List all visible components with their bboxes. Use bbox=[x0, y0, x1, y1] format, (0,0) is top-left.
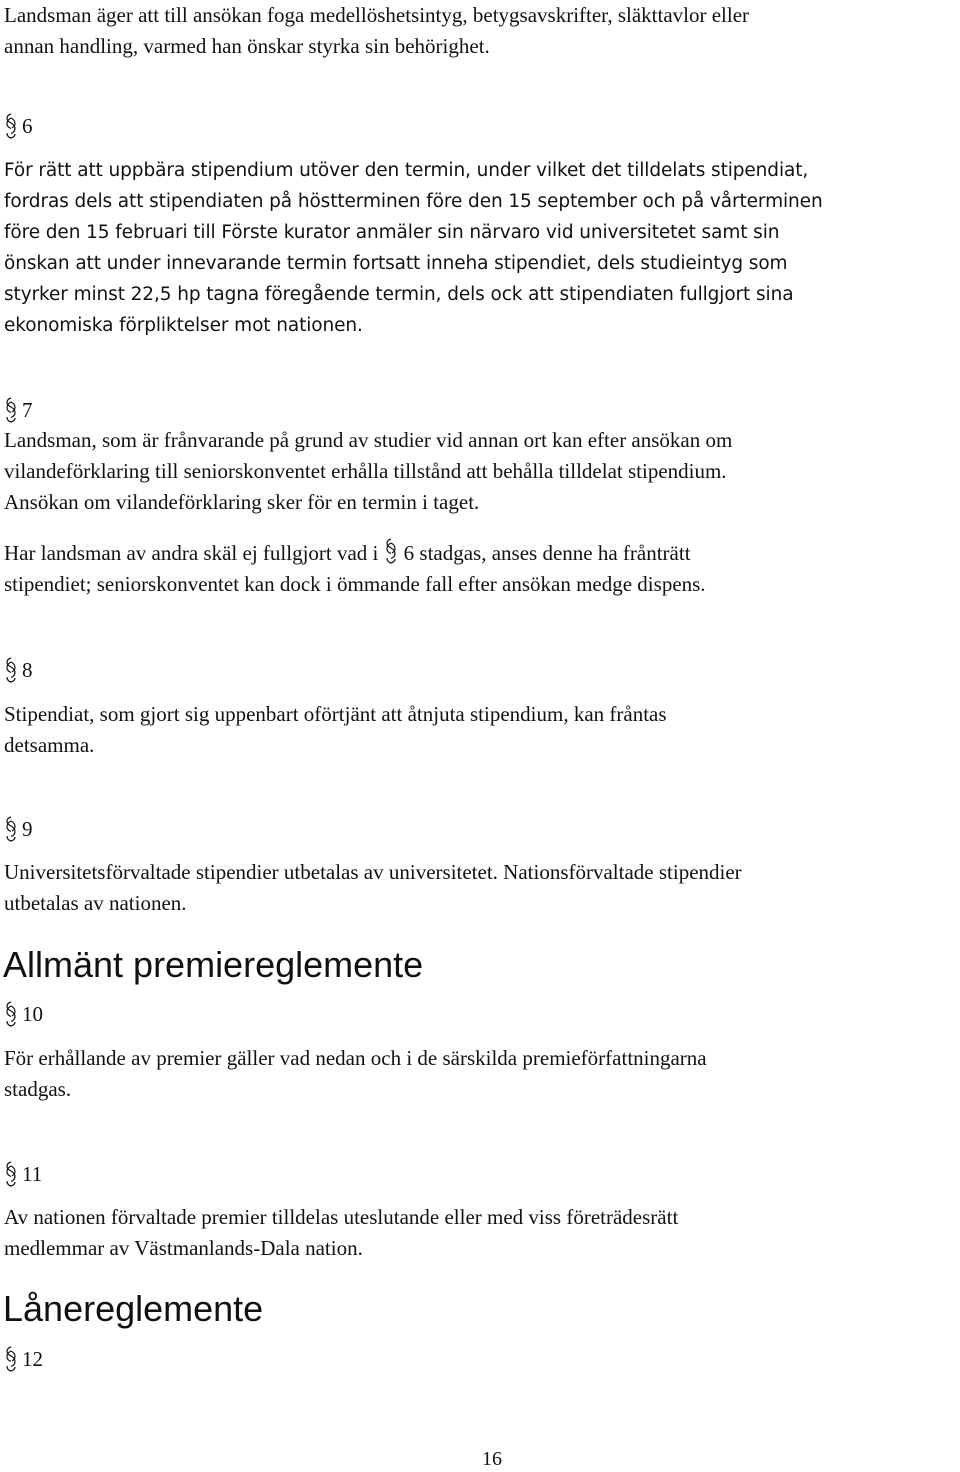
text-line: utbetalas av nationen. bbox=[4, 891, 187, 915]
intro-paragraph bbox=[4, 0, 960, 62]
section-sign-icon bbox=[4, 816, 18, 842]
section-number: 9 bbox=[22, 817, 33, 841]
section-9-heading bbox=[4, 816, 33, 844]
page-number: 16 bbox=[482, 1448, 502, 1470]
text-line: För erhållande av premier gäller vad nedan och i de särskilda premieförfattningarna bbox=[4, 1046, 707, 1070]
text-line: fordras dels att stipendiaten på höstterminen före den 15 september och på vårterminen bbox=[4, 191, 823, 212]
text-line: Stipendiat, som gjort sig uppenbart oförtjänt att åtnjuta stipendium, kan fråntas bbox=[4, 702, 667, 726]
section-number: 11 bbox=[22, 1162, 43, 1186]
text-line: Av nationen förvaltade premier tilldelas uteslutande eller med viss företrädesrätt bbox=[4, 1205, 679, 1229]
section-sign-icon bbox=[4, 113, 18, 139]
text-line: detsamma. bbox=[4, 733, 95, 757]
text-line: stipendiet; seniorskonventet kan dock i ömmande fall efter ansökan medge dispens. bbox=[4, 572, 706, 596]
section-9-paragraph bbox=[4, 857, 960, 919]
text-line: önskan att under innevarande termin fortsatt inneha stipendiet, dels studieintyg som bbox=[4, 253, 788, 274]
section-10-heading bbox=[4, 1001, 43, 1029]
section-number: 7 bbox=[22, 398, 33, 422]
section-8-paragraph bbox=[4, 699, 960, 761]
text-line: Universitetsförvaltade stipendier utbetalas av universitetet. Nationsförvaltade stipendier bbox=[4, 860, 742, 884]
section-11-paragraph bbox=[4, 1202, 960, 1264]
section-8-heading bbox=[4, 657, 33, 685]
text-line: Landsman äger att till ansökan foga medellöshetsintyg, betygsavskrifter, släkttavlor eller bbox=[4, 3, 750, 27]
section-sign-icon bbox=[4, 1161, 18, 1187]
section-7-paragraph bbox=[4, 425, 960, 518]
section-sign-icon bbox=[4, 657, 18, 683]
section-sign-icon bbox=[4, 1001, 18, 1027]
text-line: stadgas. bbox=[4, 1077, 72, 1101]
section-10-paragraph bbox=[4, 1043, 960, 1105]
section-6-paragraph bbox=[4, 155, 960, 341]
section-number: 6 bbox=[22, 114, 33, 138]
text-segment: stadgas, anses denne ha frånträtt bbox=[414, 541, 691, 565]
section-11-heading bbox=[4, 1161, 42, 1189]
section-12-heading bbox=[4, 1346, 43, 1374]
text-line: vilandeförklaring till seniorskonventet erhålla tillstånd att behålla tilldelat stipendium. bbox=[4, 459, 727, 483]
section-sign-icon bbox=[384, 538, 398, 564]
text-line: medlemmar av Västmanlands-Dala nation. bbox=[4, 1236, 363, 1260]
text-line: annan handling, varmed han önskar styrka sin behörighet. bbox=[4, 34, 490, 58]
text-line: Ansökan om vilandeförklaring sker för en termin i taget. bbox=[4, 490, 480, 514]
section-reference: 6 bbox=[403, 541, 415, 565]
text-line: styrker minst 22,5 hp tagna föregående termin, dels ock att stipendiaten fullgjort sina bbox=[4, 284, 794, 305]
text-segment: Har landsman av andra skäl ej fullgjort vad i bbox=[4, 541, 384, 565]
section-7-heading bbox=[4, 397, 33, 425]
section-sign-icon bbox=[4, 397, 18, 423]
text-line: För rätt att uppbära stipendium utöver den termin, under vilket det tilldelats stipendiat, bbox=[4, 160, 809, 181]
section-7-paragraph-2 bbox=[4, 538, 960, 600]
text-line bbox=[4, 538, 960, 569]
section-6-heading bbox=[4, 113, 33, 141]
text-line: ekonomiska förpliktelser mot nationen. bbox=[4, 315, 363, 336]
text-line: Landsman, som är frånvarande på grund av studier vid annan ort kan efter ansökan om bbox=[4, 428, 733, 452]
section-sign-icon bbox=[4, 1346, 18, 1372]
section-number: 12 bbox=[22, 1347, 43, 1371]
text-line: före den 15 februari till Förste kurator anmäler sin närvaro vid universitetet samt sin bbox=[4, 222, 780, 243]
section-number: 8 bbox=[22, 658, 33, 682]
heading-premie: Allmänt premiereglemente bbox=[3, 944, 424, 985]
section-number: 10 bbox=[22, 1002, 43, 1026]
heading-lane: Lånereglemente bbox=[3, 1288, 264, 1329]
